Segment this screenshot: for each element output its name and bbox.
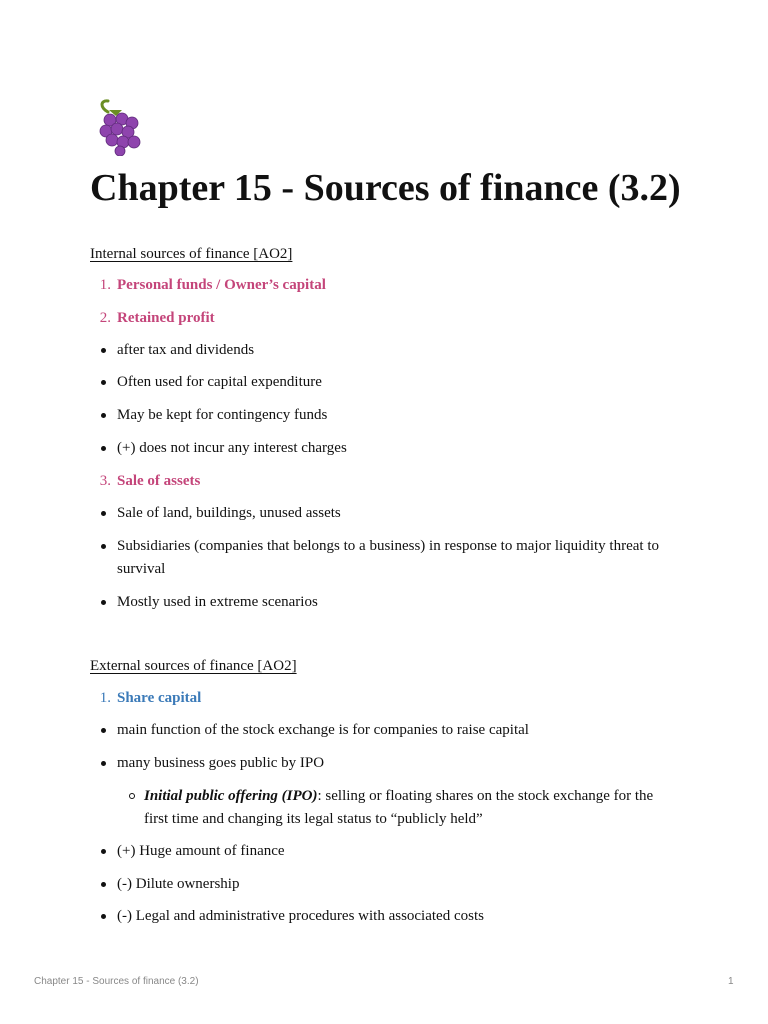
- definition-term: Initial public offering (IPO): [144, 788, 318, 804]
- list-item-label: Sale of assets: [117, 473, 201, 489]
- footer-doc-title: Chapter 15 - Sources of finance (3.2): [34, 976, 199, 987]
- bullet-icon: [101, 849, 106, 854]
- bullet-text: main function of the stock exchange is for companies to raise capital: [117, 722, 529, 738]
- list-item-label: Retained profit: [117, 310, 215, 326]
- bullet-icon: [101, 544, 106, 549]
- list-number: 1.: [99, 277, 111, 293]
- circle-bullet-icon: [129, 793, 135, 799]
- bullet-text: (-) Legal and administrative procedures with associated costs: [117, 908, 484, 924]
- bullet-text: Sale of land, buildings, unused assets: [117, 505, 341, 521]
- bullet-text: Mostly used in extreme scenarios: [117, 594, 318, 610]
- bullet-icon: [101, 728, 106, 733]
- bullet-text: Often used for capital expenditure: [117, 374, 322, 390]
- page-title: Chapter 15 - Sources of finance (3.2): [90, 167, 681, 209]
- bullet-icon: [101, 600, 106, 605]
- bullet-icon: [101, 348, 106, 353]
- bullet-icon: [101, 761, 106, 766]
- list-item-label: Share capital: [117, 690, 202, 706]
- bullet-icon: [101, 882, 106, 887]
- external-sources-heading: External sources of finance [AO2]: [90, 658, 297, 674]
- footer-page-number: 1: [728, 976, 734, 987]
- bullet-text: (-) Dilute ownership: [117, 876, 240, 892]
- list-number: 2.: [99, 310, 111, 326]
- internal-sources-heading: Internal sources of finance [AO2]: [90, 246, 293, 262]
- bullet-text: Subsidiaries (companies that belongs to a business) in response to major liquidity threat to survival: [117, 538, 659, 577]
- list-number: 1.: [99, 690, 111, 706]
- bullet-text: (+) does not incur any interest charges: [117, 440, 347, 456]
- definition-text: [144, 785, 674, 831]
- bullet-icon: [101, 380, 106, 385]
- grapes-icon: [94, 98, 144, 156]
- bullet-text: (+) Huge amount of finance: [117, 843, 285, 859]
- bullet-icon: [101, 446, 106, 451]
- bullet-icon: [101, 413, 106, 418]
- bullet-icon: [101, 511, 106, 516]
- bullet-text: many business goes public by IPO: [117, 755, 325, 771]
- list-item-label: Personal funds / Owner’s capital: [117, 277, 326, 293]
- bullet-text: May be kept for contingency funds: [117, 407, 328, 423]
- definition-body: : selling or floating shares on the stock exchange for the first time and changing its legal status to “publicly held”: [144, 788, 654, 827]
- bullet-text: after tax and dividends: [117, 342, 255, 358]
- bullet-icon: [101, 914, 106, 919]
- list-number: 3.: [99, 473, 111, 489]
